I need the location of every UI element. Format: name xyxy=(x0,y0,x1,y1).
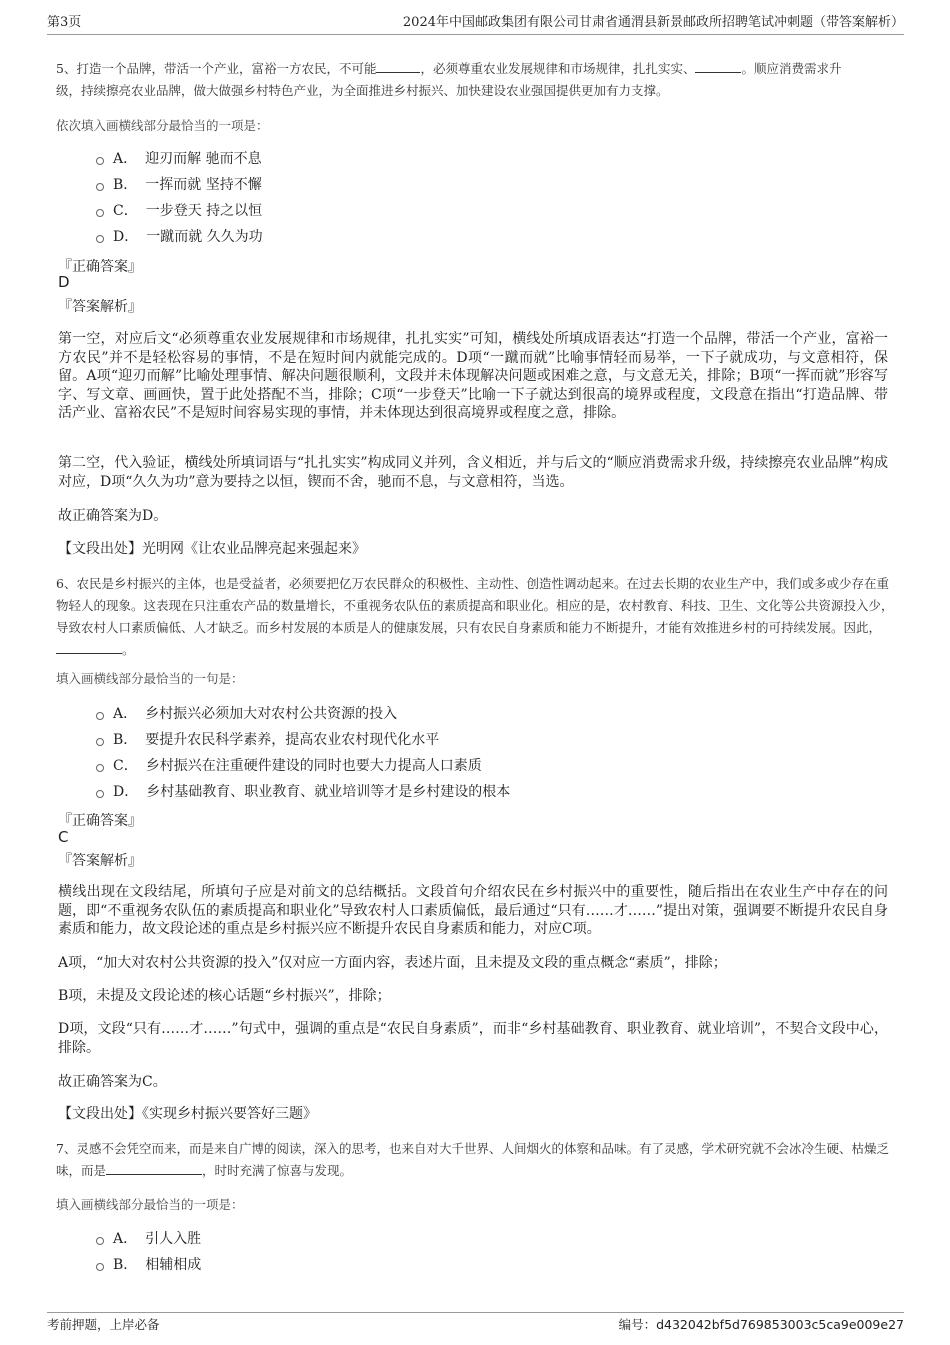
analysis-conclusion: 故正确答案为C。 xyxy=(58,1074,167,1090)
answer-label: 『正确答案』 xyxy=(58,259,142,275)
question-7-prompt: 填入画横线部分最恰当的一项是： xyxy=(56,1197,244,1212)
radio-icon[interactable] xyxy=(96,183,104,191)
analysis-paragraph: 第二空，代入验证，横线处所填词语与“扎扎实实”构成同义并列，含义相近，并与后文的“顺应消费需求升级，持续擦亮农业品牌”构成对应，D项“久久为功”意为要持之以恒，锲而不舍，驰而不息，与文意相符，当选。 xyxy=(58,455,888,490)
radio-icon[interactable] xyxy=(96,235,104,243)
radio-icon[interactable] xyxy=(96,209,104,217)
option-d[interactable]: D． 一蹴而就 久久为功 xyxy=(96,223,263,249)
radio-icon[interactable] xyxy=(96,712,104,720)
option-c[interactable]: C． 乡村振兴在注重硬件建设的同时也要大力提高人口素质 xyxy=(96,752,510,778)
analysis-paragraph: 横线出现在文段结尾，所填句子应是对前文的总结概括。文段首句介绍农民在乡村振兴中的重要性，随后指出在农业生产中存在的问题，即“不重视务农队伍的素质提高和职业化”导致农村人口素质偏低，最后通过“只有……才……”提出对策，强调要不断提升农民自身素质和能力，故文段论述的重点是乡村振兴应不断提升农民自身素质和能力，对应C项。 xyxy=(58,884,888,937)
question-6-prompt: 填入画横线部分最恰当的一句是： xyxy=(56,671,244,686)
radio-icon[interactable] xyxy=(96,790,104,798)
blank-1 xyxy=(376,58,420,73)
radio-icon[interactable] xyxy=(96,738,104,746)
option-b[interactable]: B． 一挥而就 坚持不懈 xyxy=(96,171,263,197)
option-a[interactable]: A． 引人入胜 xyxy=(96,1225,201,1251)
blank xyxy=(106,1160,202,1175)
radio-icon[interactable] xyxy=(96,764,104,772)
analysis-label: 『答案解析』 xyxy=(58,853,142,869)
analysis-conclusion: 故正确答案为D。 xyxy=(58,508,168,524)
document-title: 2024年中国邮政集团有限公司甘肃省通渭县新景邮政所招聘笔试冲刺题（带答案解析） xyxy=(402,15,904,30)
page-footer xyxy=(47,1312,904,1335)
radio-icon[interactable] xyxy=(96,157,104,165)
analysis-paragraph: B项，未提及文段论述的核心话题“乡村振兴”，排除； xyxy=(58,988,391,1004)
radio-icon[interactable] xyxy=(96,1263,104,1271)
option-d[interactable]: D． 乡村基础教育、职业教育、就业培训等才是乡村建设的根本 xyxy=(96,778,510,804)
question-5-stem: 5、打造一个品牌，带活一个产业，富裕一方农民，不可能 ，必须尊重农业发展规律和市场规律，扎扎实实、 。顺应消费需求升 级，持续擦亮农业品牌，做大做强乡村特色产业，为全面推进乡村振兴、加快建设农业强国提供更加有力支撑。 xyxy=(56,58,896,102)
analysis-paragraph: D项，文段“只有……才……”句式中，强调的重点是“农民自身素质”，而非“乡村基础教育、职业教育、就业培训”，不契合文段中心，排除。 xyxy=(58,1021,888,1056)
page-header xyxy=(47,14,904,35)
radio-icon[interactable] xyxy=(96,1237,104,1245)
correct-answer: D xyxy=(58,273,70,291)
source-citation: 【文段出处】光明网《让农业品牌亮起来强起来》 xyxy=(58,541,366,557)
option-b[interactable]: B． 相辅相成 xyxy=(96,1251,201,1277)
answer-label: 『正确答案』 xyxy=(58,813,142,829)
option-b[interactable]: B． 要提升农民科学素养，提高农业农村现代化水平 xyxy=(96,726,510,752)
question-5-options xyxy=(96,145,263,249)
option-a[interactable]: A． 迎刃而解 驰而不息 xyxy=(96,145,263,171)
analysis-paragraph: A项，“加大对农村公共资源的投入”仅对应一方面内容，表述片面，且未提及文段的重点概念“素质”，排除； xyxy=(58,955,727,971)
question-6-options xyxy=(96,700,510,804)
option-c[interactable]: C． 一步登天 持之以恒 xyxy=(96,197,263,223)
source-citation: 【文段出处】《实现乡村振兴要答好三题》 xyxy=(58,1106,317,1122)
document-id: 编号：d432042bf5d769853003c5ca9e009e27 xyxy=(618,1317,904,1332)
question-7-options xyxy=(96,1225,201,1277)
blank xyxy=(56,639,122,654)
question-5-prompt: 依次填入画横线部分最恰当的一项是： xyxy=(56,118,269,133)
analysis-paragraph: 第一空，对应后文“必须尊重农业发展规律和市场规律，扎扎实实”可知，横线处所填成语表达“打造一个品牌，带活一个产业，富裕一方农民”并不是轻松容易的事情，不是在短时间内就能完成的。D项“一蹴而就”比喻事情轻而易举，一下子就成功，与文意相符，保留。A项“迎刃而解”比喻处理事情、解决问题很顺利，文段并未体现解决问题或困难之意，与文意无关，排除；B项“一挥而就”形容写字、写文章、画画快，置于此处搭配不当，排除；C项“一步登天”比喻一下子就达到很高的境界或程度，文段意在指出“打造品牌、带活产业、富裕农民”不是短时间容易实现的事情，并未体现达到很高境界或程度之意，排除。 xyxy=(58,331,888,421)
blank-2 xyxy=(695,58,741,73)
footer-slogan: 考前押题，上岸必备 xyxy=(47,1317,160,1332)
analysis-label: 『答案解析』 xyxy=(58,299,142,315)
correct-answer: C xyxy=(58,828,69,846)
page-number: 第3页 xyxy=(47,15,82,30)
question-6-stem: 6、农民是乡村振兴的主体，也是受益者，必须要把亿万农民群众的积极性、主动性、创造性调动起来。在过去长期的农业生产中，我们或多或少存在重物轻人的现象。这表现在只注重农产品的数量增长，不重视务农队伍的素质提高和职业化。相应的是，农村教育、科技、卫生、文化等公共资源投入少，导致农村人口素质偏低、人才缺乏。而乡村发展的本质是人的健康发展，只有农民自身素质和能力不断提升，才能有效推进乡村的可持续发展。因此，。 xyxy=(56,576,894,657)
option-a[interactable]: A． 乡村振兴必须加大对农村公共资源的投入 xyxy=(96,700,510,726)
question-7-stem: 7、灵感不会凭空而来，而是来自广博的阅读，深入的思考，也来自对大千世界、人间烟火的体察和品味。有了灵感，学术研究就不会冰冷生硬、枯燥乏味，而是 ，时时充满了惊喜与发现。 xyxy=(56,1141,889,1178)
